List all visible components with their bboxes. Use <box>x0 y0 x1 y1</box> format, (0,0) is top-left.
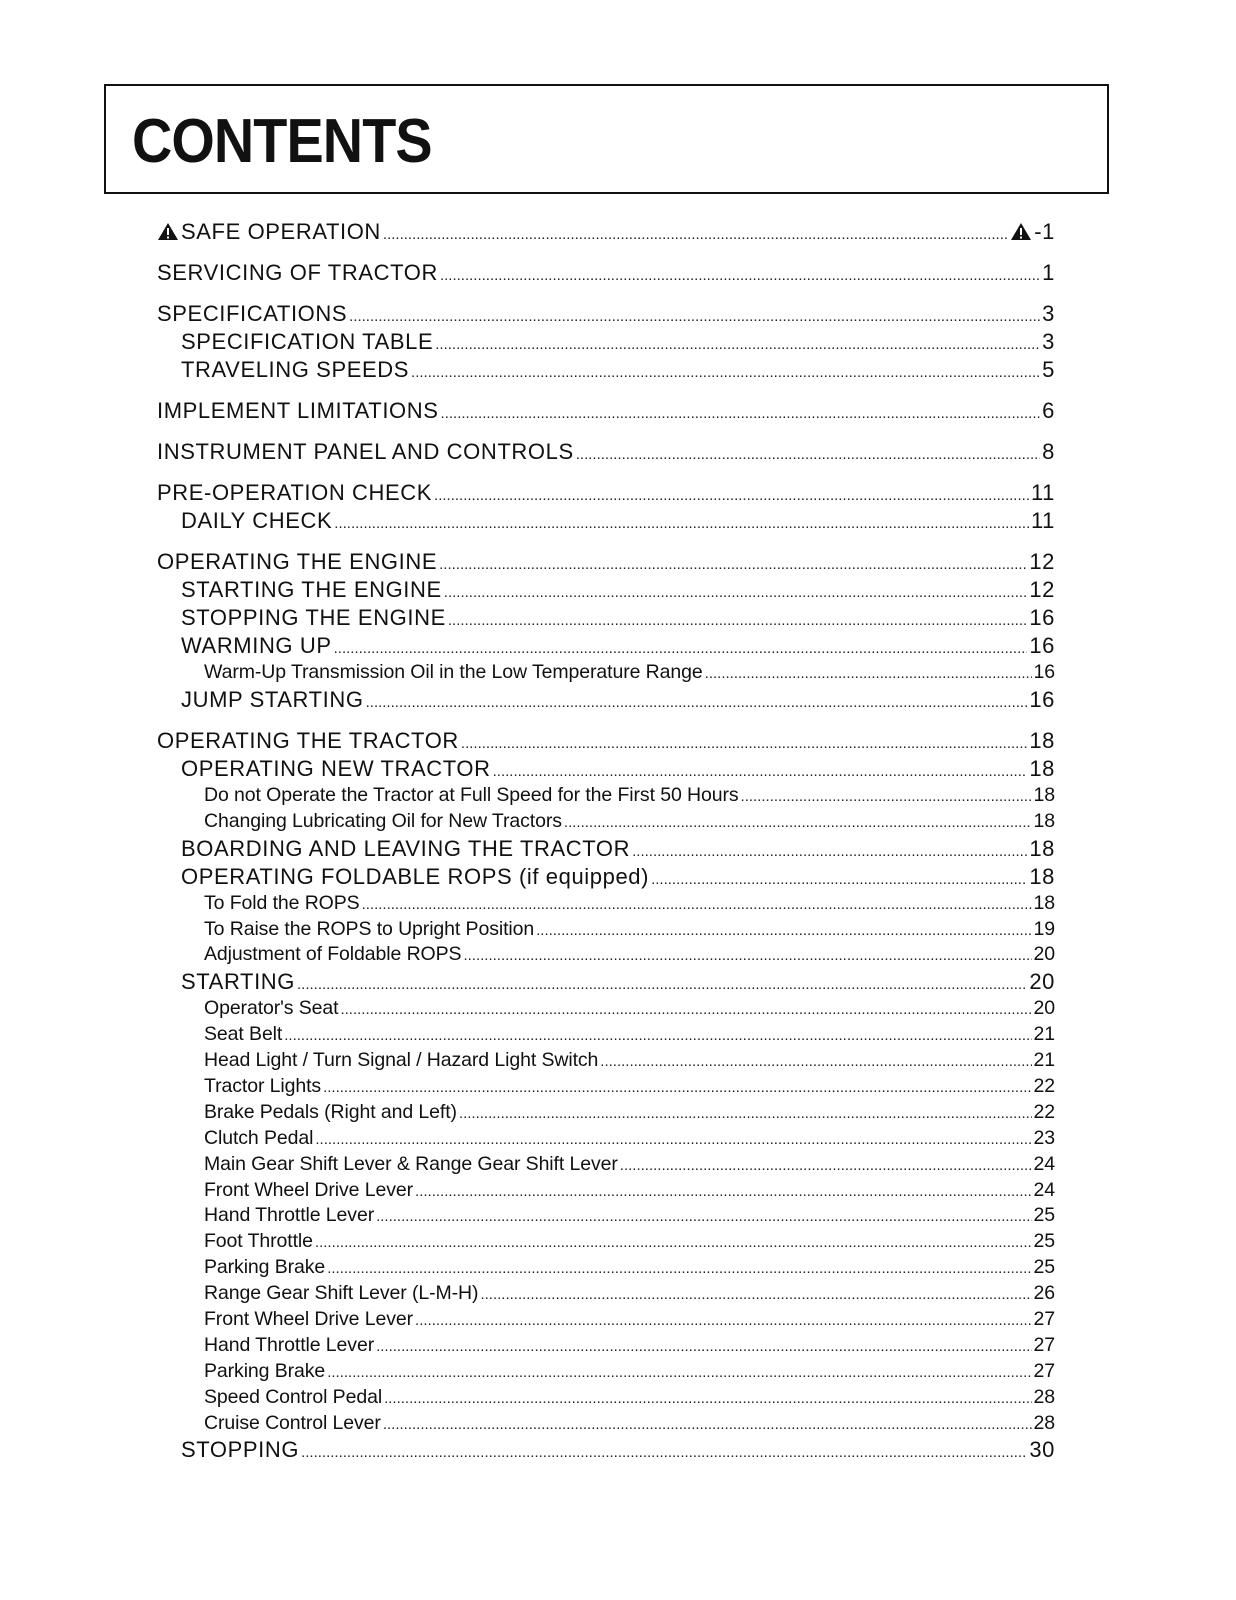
toc-leader-dots <box>620 1153 1032 1179</box>
toc-entry-title: Hand Throttle Lever <box>204 1333 375 1356</box>
toc-entry[interactable] <box>157 1100 1055 1126</box>
toc-leader-dots <box>362 892 1032 918</box>
toc-entry-page: 11 <box>1030 480 1055 505</box>
toc-leader-dots <box>327 1360 1031 1386</box>
toc-leader-dots <box>340 997 1031 1023</box>
toc-entry-title: STOPPING THE ENGINE <box>181 605 446 630</box>
warning-triangle-icon <box>1010 222 1032 241</box>
toc-group-safe-operation <box>157 218 1055 246</box>
toc-entry-title: STOPPING <box>181 1437 300 1463</box>
toc-entry[interactable] <box>157 1436 1055 1464</box>
toc-entry-page: 12 <box>1029 549 1055 574</box>
toc-entry-title: Warm-Up Transmission Oil in the Low Temperature Range <box>204 661 703 683</box>
toc-entry-page: 20 <box>1033 943 1055 966</box>
toc-entry[interactable] <box>157 479 1055 507</box>
toc-entry[interactable] <box>157 1255 1055 1281</box>
toc-entry[interactable] <box>157 783 1055 809</box>
toc-entry-page: 1 <box>1042 260 1055 285</box>
toc-entry-title: Tractor Lights <box>204 1075 322 1098</box>
toc-entry-page: 27 <box>1033 1359 1055 1382</box>
toc-entry[interactable] <box>157 1022 1055 1048</box>
toc-group <box>157 397 1055 425</box>
toc-entry-title: Front Wheel Drive Lever <box>204 1308 414 1331</box>
toc-leader-dots <box>434 482 1029 510</box>
toc-leader-dots <box>705 661 1032 687</box>
toc-entry[interactable] <box>157 755 1055 783</box>
toc-entry[interactable] <box>157 300 1055 328</box>
toc-entry-title: OPERATING THE TRACTOR <box>157 727 459 753</box>
toc-entry-page: 26 <box>1033 1282 1055 1305</box>
toc-entry[interactable] <box>157 604 1055 632</box>
toc-leader-dots <box>349 303 1040 331</box>
toc-leader-dots <box>448 607 1027 635</box>
toc-entry[interactable] <box>157 1307 1055 1333</box>
toc-entry-page: 3 <box>1042 301 1055 326</box>
toc-leader-dots <box>315 1127 1031 1153</box>
toc-entry-title: Cruise Control Lever <box>204 1411 381 1434</box>
warning-triangle-icon <box>157 222 179 241</box>
toc-group <box>157 479 1055 535</box>
toc-group <box>157 300 1055 384</box>
toc-entry-page: 16 <box>1033 661 1055 683</box>
toc-entry[interactable] <box>157 328 1055 356</box>
toc-entry-title: Foot Throttle <box>204 1230 313 1253</box>
toc-leader-dots <box>461 730 1027 758</box>
toc-entry-title: Hand Throttle Lever <box>204 1204 375 1227</box>
toc-entry[interactable] <box>157 891 1055 917</box>
toc-leader-dots <box>741 784 1032 810</box>
toc-entry[interactable] <box>157 1359 1055 1385</box>
toc-leader-dots <box>383 1412 1032 1438</box>
toc-entry[interactable] <box>157 1152 1055 1178</box>
toc-entry[interactable] <box>157 1048 1055 1074</box>
toc-entry-title: To Raise the ROPS to Upright Position <box>204 917 535 940</box>
toc-entry[interactable] <box>157 576 1055 604</box>
toc-entry-title: PRE-OPERATION CHECK <box>157 480 433 505</box>
toc-entry[interactable] <box>157 727 1055 755</box>
toc-entry-title: Range Gear Shift Lever (L-M-H) <box>204 1282 479 1305</box>
toc-leader-dots <box>315 1230 1032 1256</box>
toc-entry-page: 16 <box>1029 633 1055 658</box>
toc-entry-title: STARTING THE ENGINE <box>181 577 442 602</box>
toc-leader-dots <box>334 635 1028 663</box>
toc-leader-dots <box>576 441 1040 469</box>
toc-leader-dots <box>651 866 1027 894</box>
toc-leader-dots <box>441 400 1041 428</box>
toc-entry-page: 20 <box>1029 969 1055 995</box>
toc-leader-dots <box>366 689 1028 717</box>
toc-leader-dots <box>334 510 1029 538</box>
toc-leader-dots <box>435 331 1040 359</box>
toc-entry[interactable] <box>157 438 1055 466</box>
toc-entry-title: Adjustment of Foldable ROPS <box>204 943 462 966</box>
toc-entry-page: 25 <box>1033 1256 1055 1279</box>
toc-entry-page: 18 <box>1033 891 1055 914</box>
toc-entry[interactable] <box>157 1203 1055 1229</box>
toc-entry[interactable] <box>157 397 1055 425</box>
toc-leader-dots <box>459 1101 1032 1127</box>
toc-leader-dots <box>600 1049 1031 1075</box>
toc-entry[interactable] <box>157 968 1055 996</box>
toc-entry-page: 6 <box>1042 398 1055 423</box>
toc-entry-title: IMPLEMENT LIMITATIONS <box>157 398 439 423</box>
toc-entry[interactable] <box>157 835 1055 863</box>
toc-entry[interactable] <box>157 356 1055 384</box>
toc-entry-page: 27 <box>1033 1333 1055 1356</box>
toc-entry-page: 18 <box>1033 809 1055 832</box>
toc-entry[interactable] <box>157 507 1055 535</box>
toc-entry[interactable] <box>157 259 1055 287</box>
toc-entry-title: Brake Pedals (Right and Left) <box>204 1100 457 1123</box>
toc-leader-dots <box>480 1282 1031 1308</box>
toc-entry-page: 21 <box>1033 1049 1055 1072</box>
toc-entry-page: 22 <box>1033 1075 1055 1098</box>
toc-leader-dots <box>463 943 1031 969</box>
toc-entry[interactable] <box>157 942 1055 968</box>
toc-entry-page: 30 <box>1029 1437 1055 1463</box>
toc-entry[interactable] <box>157 1126 1055 1152</box>
toc-entry-page: 19 <box>1033 917 1055 940</box>
toc-entry-page: 25 <box>1033 1204 1055 1227</box>
toc-entry-title: Seat Belt <box>204 1023 283 1046</box>
toc-entry-title: WARMING UP <box>181 633 332 658</box>
toc-leader-dots <box>323 1075 1031 1101</box>
toc-entry-safe-operation[interactable] <box>157 218 1055 246</box>
toc-entry-title: Head Light / Turn Signal / Hazard Light Switch <box>204 1049 599 1072</box>
toc-entry-title: TRAVELING SPEEDS <box>181 357 410 382</box>
toc-entry[interactable] <box>157 1333 1055 1359</box>
toc-entry-title: Main Gear Shift Lever & Range Gear Shift Lever <box>204 1152 618 1175</box>
toc-entry[interactable] <box>157 686 1055 714</box>
contents-header-box <box>104 84 1109 194</box>
toc-entry-title: STARTING <box>181 969 295 995</box>
toc-entry-page: 3 <box>1042 329 1055 354</box>
toc-entry[interactable] <box>157 632 1055 660</box>
toc-entry-title: INSTRUMENT PANEL AND CONTROLS <box>157 439 574 464</box>
toc-entry[interactable] <box>157 1074 1055 1100</box>
toc-entry-page: 16 <box>1029 686 1055 712</box>
toc-entry-page: 18 <box>1033 783 1055 806</box>
toc-entry-title: OPERATING FOLDABLE ROPS (if equipped) <box>181 863 650 889</box>
toc-leader-dots <box>632 838 1027 866</box>
toc-leader-dots <box>415 1179 1031 1205</box>
toc-entry-title: Parking Brake <box>204 1256 326 1279</box>
toc-entry-title: Clutch Pedal <box>204 1126 314 1149</box>
toc-leader-dots <box>301 1439 1027 1467</box>
toc-entry-page: 16 <box>1029 605 1055 630</box>
toc-entry[interactable] <box>157 1411 1055 1437</box>
toc-entry-page: 12 <box>1029 577 1055 602</box>
toc-entry-title: BOARDING AND LEAVING THE TRACTOR <box>181 835 631 861</box>
toc-entry[interactable] <box>157 863 1055 891</box>
toc-entry-label: SAFE OPERATION <box>181 219 381 244</box>
toc-leader-dots <box>376 1204 1031 1230</box>
toc-entry-page: 24 <box>1033 1178 1055 1201</box>
toc-entry-page: 20 <box>1033 997 1055 1020</box>
toc-entry-title: DAILY CHECK <box>181 508 333 533</box>
toc-leader-dots <box>444 579 1028 607</box>
toc-entry-page-number: -1 <box>1034 219 1055 244</box>
toc-entry-page: 27 <box>1033 1308 1055 1331</box>
toc-entry-title: Speed Control Pedal <box>204 1385 383 1408</box>
toc-group <box>157 548 1055 714</box>
toc-entry-title: Front Wheel Drive Lever <box>204 1178 414 1201</box>
toc-entry-page <box>1010 218 1055 246</box>
toc-entry-title: Changing Lubricating Oil for New Tractors <box>204 809 562 832</box>
page-title: CONTENTS <box>132 107 432 176</box>
toc-entry-title: Operator's Seat <box>204 997 339 1020</box>
toc-entry[interactable] <box>157 1178 1055 1204</box>
toc-entry-title <box>157 218 381 246</box>
toc-leader-dots <box>439 551 1027 579</box>
toc-entry-page: 18 <box>1029 863 1055 889</box>
toc-entry[interactable] <box>157 660 1055 686</box>
toc-leader-dots <box>297 971 1027 999</box>
toc-entry-title: OPERATING NEW TRACTOR <box>181 755 491 781</box>
toc-entry[interactable] <box>157 996 1055 1022</box>
toc-entry[interactable] <box>157 1385 1055 1411</box>
toc-leader-dots <box>376 1334 1031 1360</box>
table-of-contents <box>157 218 1055 1477</box>
toc-entry-page: 18 <box>1029 727 1055 753</box>
toc-leader-dots <box>327 1256 1031 1282</box>
toc-entry[interactable] <box>157 548 1055 576</box>
toc-entry-page: 22 <box>1033 1100 1055 1123</box>
toc-leader-dots <box>536 918 1031 944</box>
toc-entry-page: 18 <box>1029 835 1055 861</box>
toc-group <box>157 259 1055 287</box>
toc-leader-dots <box>415 1308 1031 1334</box>
toc-entry-page: 18 <box>1029 755 1055 781</box>
toc-entry[interactable] <box>157 1229 1055 1255</box>
toc-entry-title: OPERATING THE ENGINE <box>157 549 438 574</box>
toc-entry-page: 8 <box>1042 439 1055 464</box>
toc-group <box>157 727 1055 1465</box>
toc-entry-title: To Fold the ROPS <box>204 891 360 914</box>
toc-entry-title: SPECIFICATION TABLE <box>181 329 434 354</box>
toc-leader-dots <box>383 221 1008 249</box>
toc-leader-dots <box>440 262 1040 290</box>
toc-leader-dots <box>493 758 1028 786</box>
toc-leader-dots <box>284 1023 1031 1049</box>
toc-entry-title: SPECIFICATIONS <box>157 301 348 326</box>
toc-entry-title: SERVICING OF TRACTOR <box>157 260 438 285</box>
toc-entry-title: Do not Operate the Tractor at Full Speed for the First 50 Hours <box>204 783 739 806</box>
toc-entry[interactable] <box>157 809 1055 835</box>
toc-entry[interactable] <box>157 917 1055 943</box>
toc-entry-page: 11 <box>1030 508 1055 533</box>
toc-entry-page: 25 <box>1033 1230 1055 1253</box>
toc-entry-page: 24 <box>1033 1152 1055 1175</box>
toc-leader-dots <box>384 1386 1031 1412</box>
toc-group <box>157 438 1055 466</box>
toc-entry-title: JUMP STARTING <box>181 686 364 712</box>
toc-entry-page: 5 <box>1042 357 1055 382</box>
toc-entry-page: 28 <box>1033 1385 1055 1408</box>
toc-entry-page: 28 <box>1033 1411 1055 1434</box>
toc-entry[interactable] <box>157 1281 1055 1307</box>
toc-entry-page: 21 <box>1033 1023 1055 1046</box>
toc-entry-title: Parking Brake <box>204 1359 326 1382</box>
toc-leader-dots <box>564 810 1032 836</box>
toc-entry-page: 23 <box>1033 1126 1055 1149</box>
toc-leader-dots <box>411 359 1040 387</box>
